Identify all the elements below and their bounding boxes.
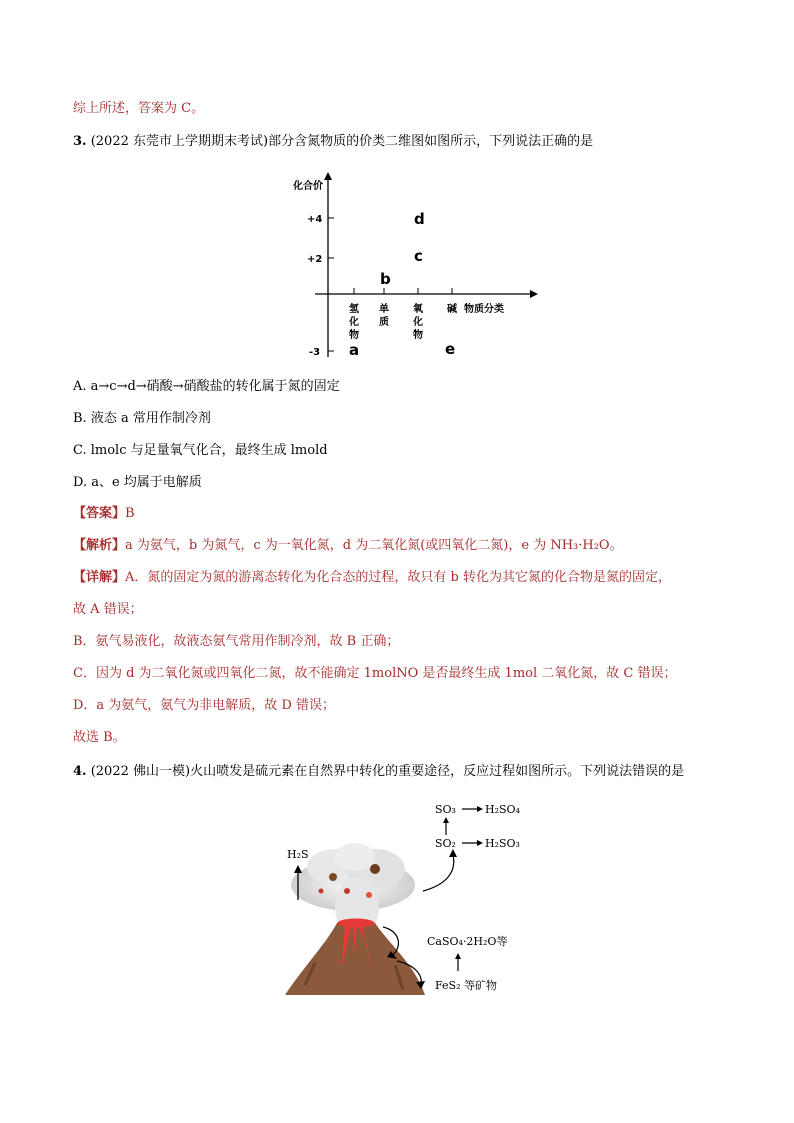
h2so3-label: H₂SO₃	[485, 837, 520, 850]
fes2-label: FeS₂ 等矿物	[435, 979, 497, 992]
question-number: 3	[73, 134, 83, 149]
detail-line-1	[73, 569, 671, 587]
so3-label: SO₃	[435, 803, 456, 816]
x-cat-element-2: 质	[379, 317, 389, 328]
h2s-label: H₂S	[287, 848, 309, 861]
volcano	[285, 919, 425, 996]
point-c: c	[414, 247, 423, 265]
question-stem: (2022 东莞市上学期期末考试)部分含氮物质的价类二维图如图所示，下列说法正确的是	[90, 134, 594, 149]
y-tick-minus3: -3	[309, 347, 321, 358]
question-3-stem: 3. (2022 东莞市上学期期末考试)部分含氮物质的价类二维图如图所示，下列说法正确的是	[73, 134, 594, 149]
question-stem: (2022 佛山一模)火山喷发是硫元素在自然界中转化的重要途径，反应过程如图所示。下列说法错误的是	[90, 764, 685, 779]
x-cat-oxide-2: 化	[413, 317, 423, 328]
analysis-line	[73, 537, 623, 555]
point-d: d	[414, 210, 425, 228]
x-axis-arrow	[530, 290, 538, 298]
caso4-label: CaSO₄·2H₂O等	[427, 935, 508, 948]
analysis-tag: 【解析】	[73, 538, 126, 553]
question-4-stem: 4. (2022 佛山一模)火山喷发是硫元素在自然界中转化的重要途径，反应过程如图所示。下列说法错误的是	[73, 764, 685, 779]
x-cat-base: 碱	[447, 304, 457, 315]
y-axis-title: 化合价	[293, 181, 323, 192]
y-tick-plus2: +2	[307, 254, 323, 265]
option-c: C. lmolc 与足量氧气化合，最终生成 lmold	[73, 443, 328, 458]
x-cat-element-1: 单	[379, 304, 389, 315]
x-cat-oxide-3: 物	[413, 330, 423, 341]
detail-line-3: B．氨气易液化，故液态氨气常用作制冷剂，故 B 正确；	[73, 634, 400, 649]
option-b: B. 液态 a 常用作制冷剂	[73, 411, 211, 426]
detail-line-6: 故选 B。	[73, 730, 126, 745]
y-axis-arrow	[324, 172, 332, 180]
answer-line	[73, 505, 135, 523]
nitrogen-valence-class-diagram	[290, 172, 540, 364]
point-e: e	[445, 340, 456, 358]
answer-tag: 【答案】	[73, 506, 126, 521]
x-cat-oxide-1: 氧	[413, 304, 423, 315]
cloud-to-so2-arrow	[423, 855, 454, 891]
x-cat-hydride-3: 物	[349, 330, 359, 341]
detail-line-2: 故 A 错误；	[73, 602, 143, 617]
answer-value: B	[125, 506, 135, 521]
detail-tag: 【详解】	[73, 570, 126, 585]
detail-line-4: C．因为 d 为二氧化氮或四氧化二氮，故不能确定 1molNO 是否最终生成 1mol 二氧化氮，故 C 错误；	[73, 666, 677, 681]
x-axis-title: 物质分类	[464, 304, 504, 315]
analysis-text: a 为氨气，b 为氮气，c 为一氧化氮，d 为二氧化氮(或四氧化二氮)，e 为 NH₃·H₂O。	[125, 538, 623, 553]
option-a: A. a→c→d→硝酸→硝酸盐的转化属于氮的固定	[73, 379, 340, 394]
x-cat-hydride-1: 氢	[349, 304, 359, 315]
sulfur-cycle-volcano-diagram	[275, 795, 535, 1007]
question-number: 4	[73, 764, 83, 779]
point-b: b	[380, 270, 391, 288]
detail-line-5: D．a 为氨气，氨气为非电解质，故 D 错误；	[73, 698, 335, 713]
h2so4-label: H₂SO₄	[485, 803, 520, 816]
x-cat-hydride-2: 化	[349, 317, 359, 328]
point-a: a	[349, 341, 360, 359]
detail-text: A．氮的固定为氮的游离态转化为化合态的过程，故只有 b 转化为其它氮的化合物是氮的固定，	[125, 570, 671, 585]
option-d: D. a、e 均属于电解质	[73, 475, 202, 490]
y-tick-plus4: +4	[307, 214, 323, 225]
summary-line: 综上所述，答案为 C。	[73, 101, 205, 116]
so2-label: SO₂	[435, 837, 456, 850]
